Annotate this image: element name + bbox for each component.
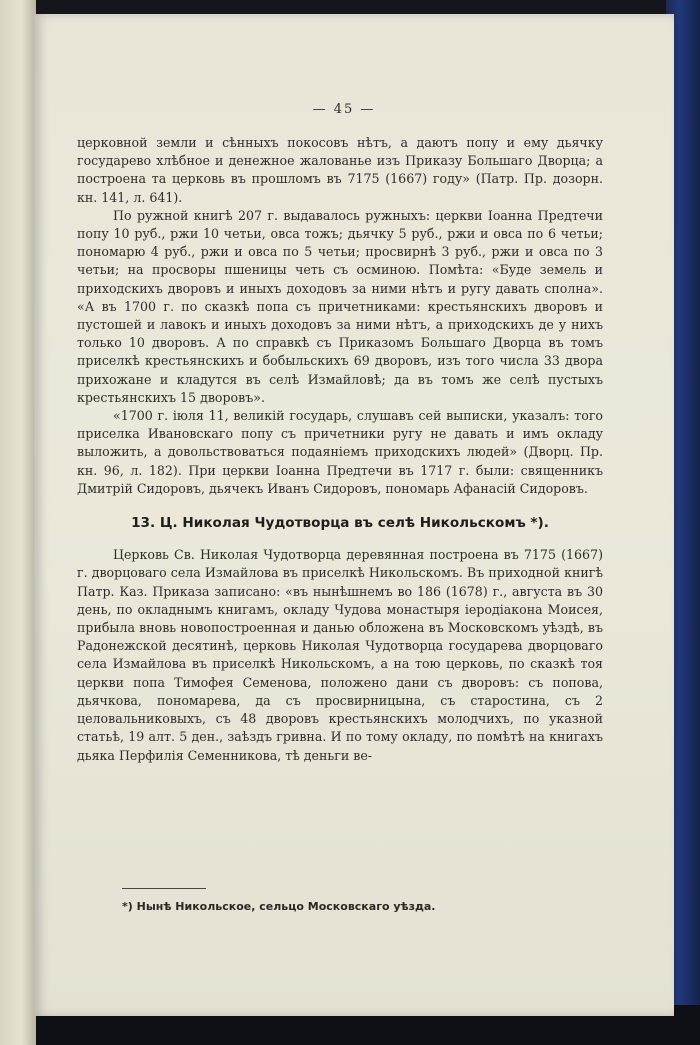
paragraph-1: церковной земли и сѣнныхъ покосовъ нѣтъ, а даютъ попу и ему дьячку государево хлѣбное и денежное жалованье изъ Приказу Большаго Дворца; а построена та церковь въ прошломъ въ 7175 (1667) году» (Патр. Пр. дозорн. кн. 141, л. 641). bbox=[77, 135, 603, 205]
section-heading: 13. Ц. Николая Чудотворца въ селѣ Никольскомъ *). bbox=[131, 515, 549, 532]
footnote: *) Нынѣ Никольское, сельцо Московскаго уѣзда. bbox=[122, 900, 436, 913]
page-text bbox=[77, 134, 603, 765]
page-number: — 45 — bbox=[312, 102, 376, 117]
paragraph-3: «1700 г. іюля 11, великій государь, слушавъ сей выписки, указалъ: того приселка Ивановскаго попу съ причетники ругу не давать и имъ окладу выложить, а довольствоваться подаяніемъ приходскихъ людей» (Дворц. Пр. кн. 96, л. 182). При церкви Іоанна Предтечи въ 1717 г. были: священникъ Дмитрій Сидоровъ, дьячекъ Иванъ Сидоровъ, пономарь Афанасій Сидоровъ. bbox=[77, 408, 603, 496]
paragraph-4: Церковь Св. Николая Чудотворца деревянная построена въ 7175 (1667) г. дворцоваго села Измайлова въ приселкѣ Никольскомъ. Въ приходной книгѣ Патр. Каз. Приказа записано: «въ нынѣшнемъ во 186 (1678) г., августа въ 30 день, по окладнымъ книгамъ, окладу Чудова монастыря іеродіакона Моисея, прибыла вновь новопостроенная и данью обложена въ Московскомъ уѣздѣ, въ Радонежской десятинѣ, церковь Николая Чудотворца государева дворцоваго села Измайлова въ приселкѣ Никольскомъ, а на тою церковь, по сказкѣ тоя церкви попа Тимофея Семенова, положено дани съ дворовъ: съ попова, дьячкова, пономарева, да съ просвирницына, съ старостина, съ 2 целовальниковыхъ, съ 48 дворовъ крестьянскихъ молодчихъ, по указной статьѣ, 19 алт. 5 ден., заѣздъ гривна. И по тому окладу, по помѣтѣ на книгахъ дьяка Перфилія Семенникова, тѣ деньги ве- bbox=[77, 547, 603, 763]
footnote-divider bbox=[122, 888, 206, 889]
facing-page-edge bbox=[0, 0, 36, 1045]
book-page bbox=[34, 14, 674, 1016]
paragraph-2: По ружной книгѣ 207 г. выдавалось ружныхъ: церкви Іоанна Предтечи попу 10 руб., ржи 10 четьи, овса тожъ; дьячку 5 руб., ржи и овса по 6 четьи; пономарю 4 руб., ржи и овса по 5 четьи; просвирнѣ 3 руб., ржи и овса по 3 четьи; на просворы пшеницы четь съ осминою. Помѣта: «Буде земель и приходскихъ дворовъ и иныхъ доходовъ за ними нѣтъ и ругу давать сполна». «А въ 1700 г. по сказкѣ попа съ причетниками: крестьянскихъ дворовъ и пустошей и лавокъ и иныхъ доходовъ за ними нѣтъ, а приходскихъ де у нихъ только 10 дворовъ. А по справкѣ съ Приказомъ Большаго Дворца въ томъ приселкѣ крестьянскихъ и бобыльскихъ 69 дворовъ, изъ того числа 33 двора прихожане и кладутся въ селѣ Измайловѣ; да въ томъ же селѣ пустыхъ крестьянскихъ 15 дворовъ». bbox=[77, 207, 603, 405]
